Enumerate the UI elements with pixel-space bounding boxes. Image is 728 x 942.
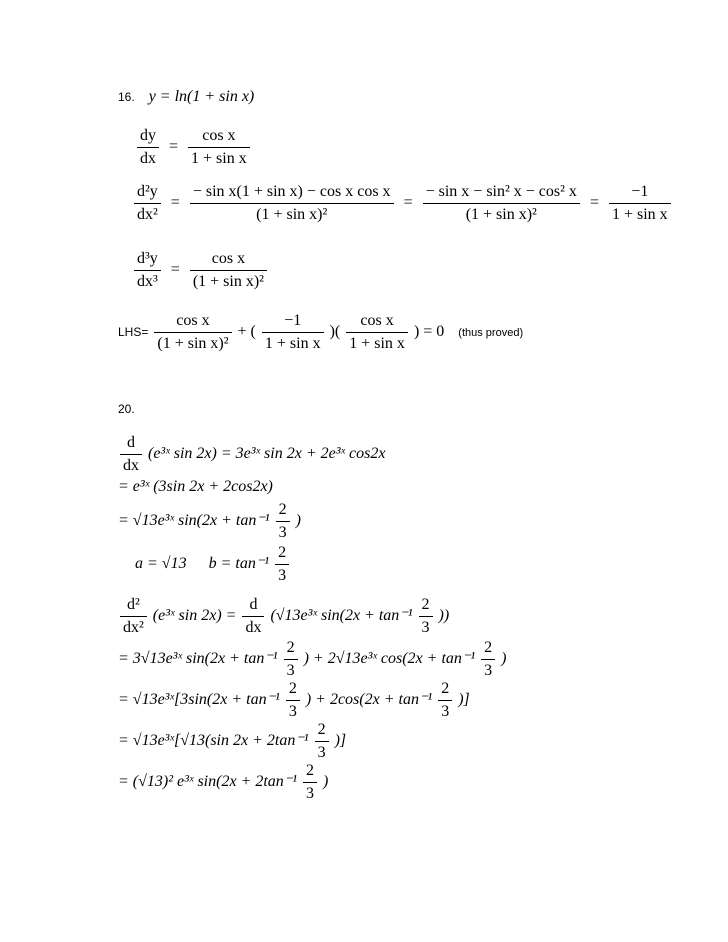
p20-line3 [118,502,301,541]
p20-line6-a: = 3√13e³ˣ sin(2x + tan⁻¹ [118,650,278,668]
fraction-denominator: 1 + sin x [264,335,321,352]
fraction-numerator: −1 [262,313,324,333]
dx3-text: dx³ [137,273,158,290]
fraction-numerator: − sin x − sin² x − cos² x [423,184,580,204]
dy-text: dy [137,128,159,148]
numerator-2: 2 [286,681,300,701]
denominator-3: 3 [306,785,315,802]
dx-text: dx [245,619,262,636]
p20-line5-mid: (e³ˣ sin 2x) = [152,607,237,625]
p20-line7-b: ) + 2cos(2x + tan⁻¹ [305,691,433,709]
fraction-denominator: 1 + sin x [611,206,668,223]
p20-line7 [118,681,470,720]
p16-dy-dx [137,128,159,167]
close-bracket: )] [334,732,347,750]
numerator-2: 2 [419,597,433,617]
two-thirds [481,640,495,679]
fraction-numerator: cos x [346,313,408,333]
close-paren: ) [295,512,301,530]
p20-line1 [118,435,385,474]
denominator-3: 3 [278,567,287,584]
equals-zero: ) = 0 [413,323,445,341]
p16-d2-fraction-b [423,184,580,223]
p20-label: 20. [118,402,135,416]
numerator-2: 2 [303,763,317,783]
paren-join: )( [329,323,341,341]
denominator-3: 3 [421,619,430,636]
fraction-denominator: (1 + sin x)² [465,206,537,223]
p16-d3y-dx3 [134,251,161,290]
d-dx [242,597,264,636]
d-dx [120,435,142,474]
p20-line2 [118,479,273,495]
d-text: d [242,597,264,617]
p16-first-derivative [135,128,252,167]
two-thirds [438,681,452,720]
p16-d1-fraction [188,128,250,167]
lhs-label: LHS= [118,325,149,340]
p16-d2-fraction-a [190,184,394,223]
fraction-denominator: 1 + sin x [349,335,405,352]
close-paren: ) [501,650,507,668]
two-thirds [315,722,329,761]
equals: = [170,261,180,279]
p16-d2y-dx2 [134,184,161,223]
p16-second-derivative [132,184,673,223]
p16-y-equation: y = ln(1 + sin x) [148,88,255,105]
p16-line-y [118,89,254,105]
p16-lhs-term1 [154,313,231,352]
denominator-3: 3 [286,662,295,679]
p16-lhs-term3 [346,313,408,352]
dx-text: dx [123,457,139,474]
equals: = [169,138,179,156]
denominator-3: 3 [288,703,297,720]
close-paren: ) [323,773,329,791]
p20-line8-a: = √13e³ˣ[√13(sin 2x + 2tan⁻¹ [118,732,309,750]
close-parens: )) [438,607,450,625]
fraction-numerator: −1 [609,184,671,204]
numerator-2: 2 [315,722,329,742]
p20-line5 [118,597,449,636]
p16-lhs-line [118,313,523,352]
a-definition: a = √13 [135,555,187,573]
p20-line5-rest: (√13e³ˣ sin(2x + tan⁻¹ [270,607,413,625]
p20-line4 [135,545,291,584]
p20-line1-text: (e³ˣ sin 2x) = 3e³ˣ sin 2x + 2e³ˣ cos2x [148,445,386,463]
equals: = [589,194,599,212]
p20-line3-text: = √13e³ˣ sin(2x + tan⁻¹ [118,512,270,530]
dx-text: dx [140,150,156,167]
fraction-numerator: cos x [190,251,267,271]
d2y-text: d²y [134,184,161,204]
p20-line9-a: = (√13)² e³ˣ sin(2x + 2tan⁻¹ [118,773,298,791]
p16-third-derivative [132,251,269,290]
d-text: d [120,435,142,455]
plus-open: + ( [237,323,256,341]
b-definition: b = tan⁻¹ [208,555,270,573]
p20-line6 [118,640,506,679]
p16-d3-fraction [190,251,267,290]
numerator-2: 2 [284,640,298,660]
denominator-3: 3 [441,703,450,720]
close-bracket: )] [458,691,470,709]
dx2-text: dx² [123,619,144,636]
p16-d2-fraction-c [609,184,671,223]
fraction-denominator: 1 + sin x [191,150,247,167]
denominator-3: 3 [278,524,287,541]
fraction-numerator: − sin x(1 + sin x) − cos x cos x [190,184,394,204]
denominator-3: 3 [317,744,326,761]
p20-line7-a: = √13e³ˣ[3sin(2x + tan⁻¹ [118,691,280,709]
d3y-text: d³y [134,251,161,271]
p20-line2-text: = e³ˣ (3sin 2x + 2cos2x) [118,478,273,495]
proof-note: (thus proved) [458,327,524,340]
fraction-denominator: (1 + sin x)² [192,273,264,290]
fraction-numerator: cos x [154,313,231,333]
equals: = [403,194,413,212]
d2-dx2 [120,597,147,636]
fraction-numerator: cos x [188,128,250,148]
d2-text: d² [120,597,147,617]
fraction-denominator: (1 + sin x)² [256,206,328,223]
p20-line9 [118,763,328,802]
denominator-3: 3 [484,662,493,679]
two-thirds [275,545,289,584]
two-thirds [303,763,317,802]
p16-label: 16. [118,90,135,104]
equals: = [170,194,180,212]
p20-line8 [118,722,346,761]
numerator-2: 2 [276,502,290,522]
two-thirds [284,640,298,679]
numerator-2: 2 [481,640,495,660]
fraction-denominator: (1 + sin x)² [157,335,229,352]
dx2-text: dx² [137,206,158,223]
two-thirds [276,502,290,541]
numerator-2: 2 [275,545,289,565]
numerator-2: 2 [438,681,452,701]
p16-lhs-term2 [262,313,324,352]
two-thirds [419,597,433,636]
p20-line6-b: ) + 2√13e³ˣ cos(2x + tan⁻¹ [303,650,476,668]
two-thirds [286,681,300,720]
